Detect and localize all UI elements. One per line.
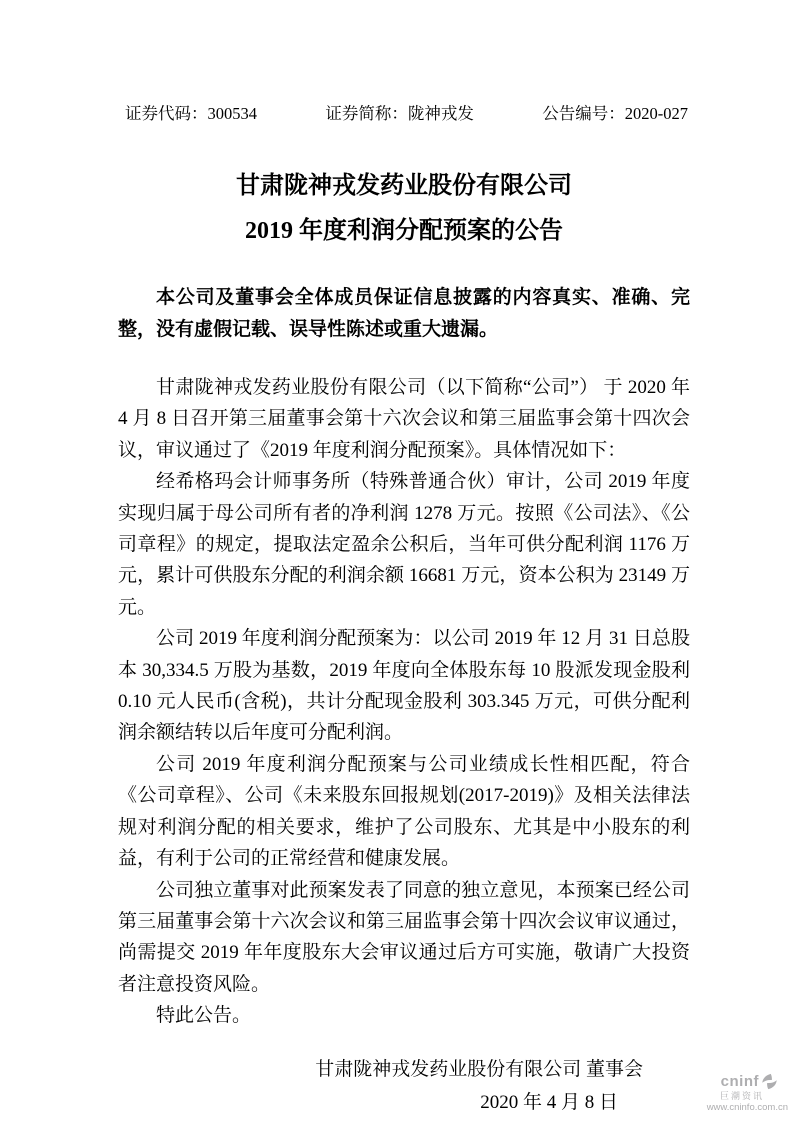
cninfo-brand-row (707, 1073, 788, 1090)
body-paragraph: 公司 2019 年度利润分配预案与公司业绩成长性相匹配，符合《公司章程》、公司《未来股东回报规划(2017-2019)》及相关法律法规对利润分配的相关要求，维护了公司股东、尤其是中小股东的利益，有利于公司的正常经营和健康发展。 (118, 753, 690, 870)
body-paragraph: 经希格玛会计师事务所（特殊普通合伙）审计，公司 2019 年度实现归属于母公司所有者的净利润 1278 万元。按照《公司法》、《公司章程》的规定，提取法定盈余公积后，当年可供分配利润 1176 万元，累计可供股东分配的利润余额 16681 万元，资本公积为 23149 万元。 (118, 471, 690, 618)
body-paragraph: 公司独立董事对此预案发表了同意的独立意见，本预案已经公司第三届董事会第十六次会议和第三届监事会第十四次会议审议通过，尚需提交 2019 年年度股东大会审议通过后方可实施，敬请广大投资者注意投资风险。 (118, 879, 690, 995)
doc-header (118, 100, 690, 124)
title-company-line: 甘肃陇神戎发药业股份有限公司 (236, 173, 572, 199)
signature-block (118, 1054, 690, 1121)
cninfo-swirl-icon (761, 1073, 778, 1090)
body-paragraph: 公司 2019 年度利润分配预案为：以公司 2019 年 12 月 31 日总股本 30,334.5 万股为基数，2019 年度向全体股东每 10 股派发现金股利 0.10 元人民币(含税)，共计分配现金股利 303.345 万元，可供分配利润余额结转以后年度可分配利润。 (118, 628, 690, 744)
stock-name: 证券简称：陇神戎发 (325, 104, 474, 123)
title-subject-line: 2019 年度利润分配预案的公告 (245, 218, 563, 244)
signature-company: 甘肃陇神戎发药业股份有限公司 董事会 (315, 1058, 643, 1080)
cninfo-chinese-name: 巨潮资讯 (719, 1090, 764, 1101)
truthfulness-notice: 本公司及董事会全体成员保证信息披露的内容真实、准确、完整，没有虚假记载、误导性陈述或重大遗漏。 (118, 287, 690, 340)
announcement-body (118, 372, 690, 1032)
signature-date: 2020 年 4 月 8 日 (480, 1091, 618, 1113)
body-paragraph: 甘肃陇神戎发药业股份有限公司（以下简称“公司”） 于 2020 年 4 月 8 日召开第三届董事会第十六次会议和第三届监事会第十四次会议，审议通过了《2019 年度利润分配预案》。具体情况如下： (118, 377, 690, 461)
stock-code: 证券代码：300534 (125, 104, 257, 123)
announcement-number: 公告编号：2020-027 (542, 104, 688, 123)
cninfo-brand-text: cninf (720, 1072, 759, 1090)
cninfo-url: www.cninfo.com.cn (706, 1101, 788, 1113)
cninfo-watermark (707, 1073, 788, 1113)
closing-statement: 特此公告。 (156, 1005, 252, 1027)
document-title (118, 164, 690, 254)
